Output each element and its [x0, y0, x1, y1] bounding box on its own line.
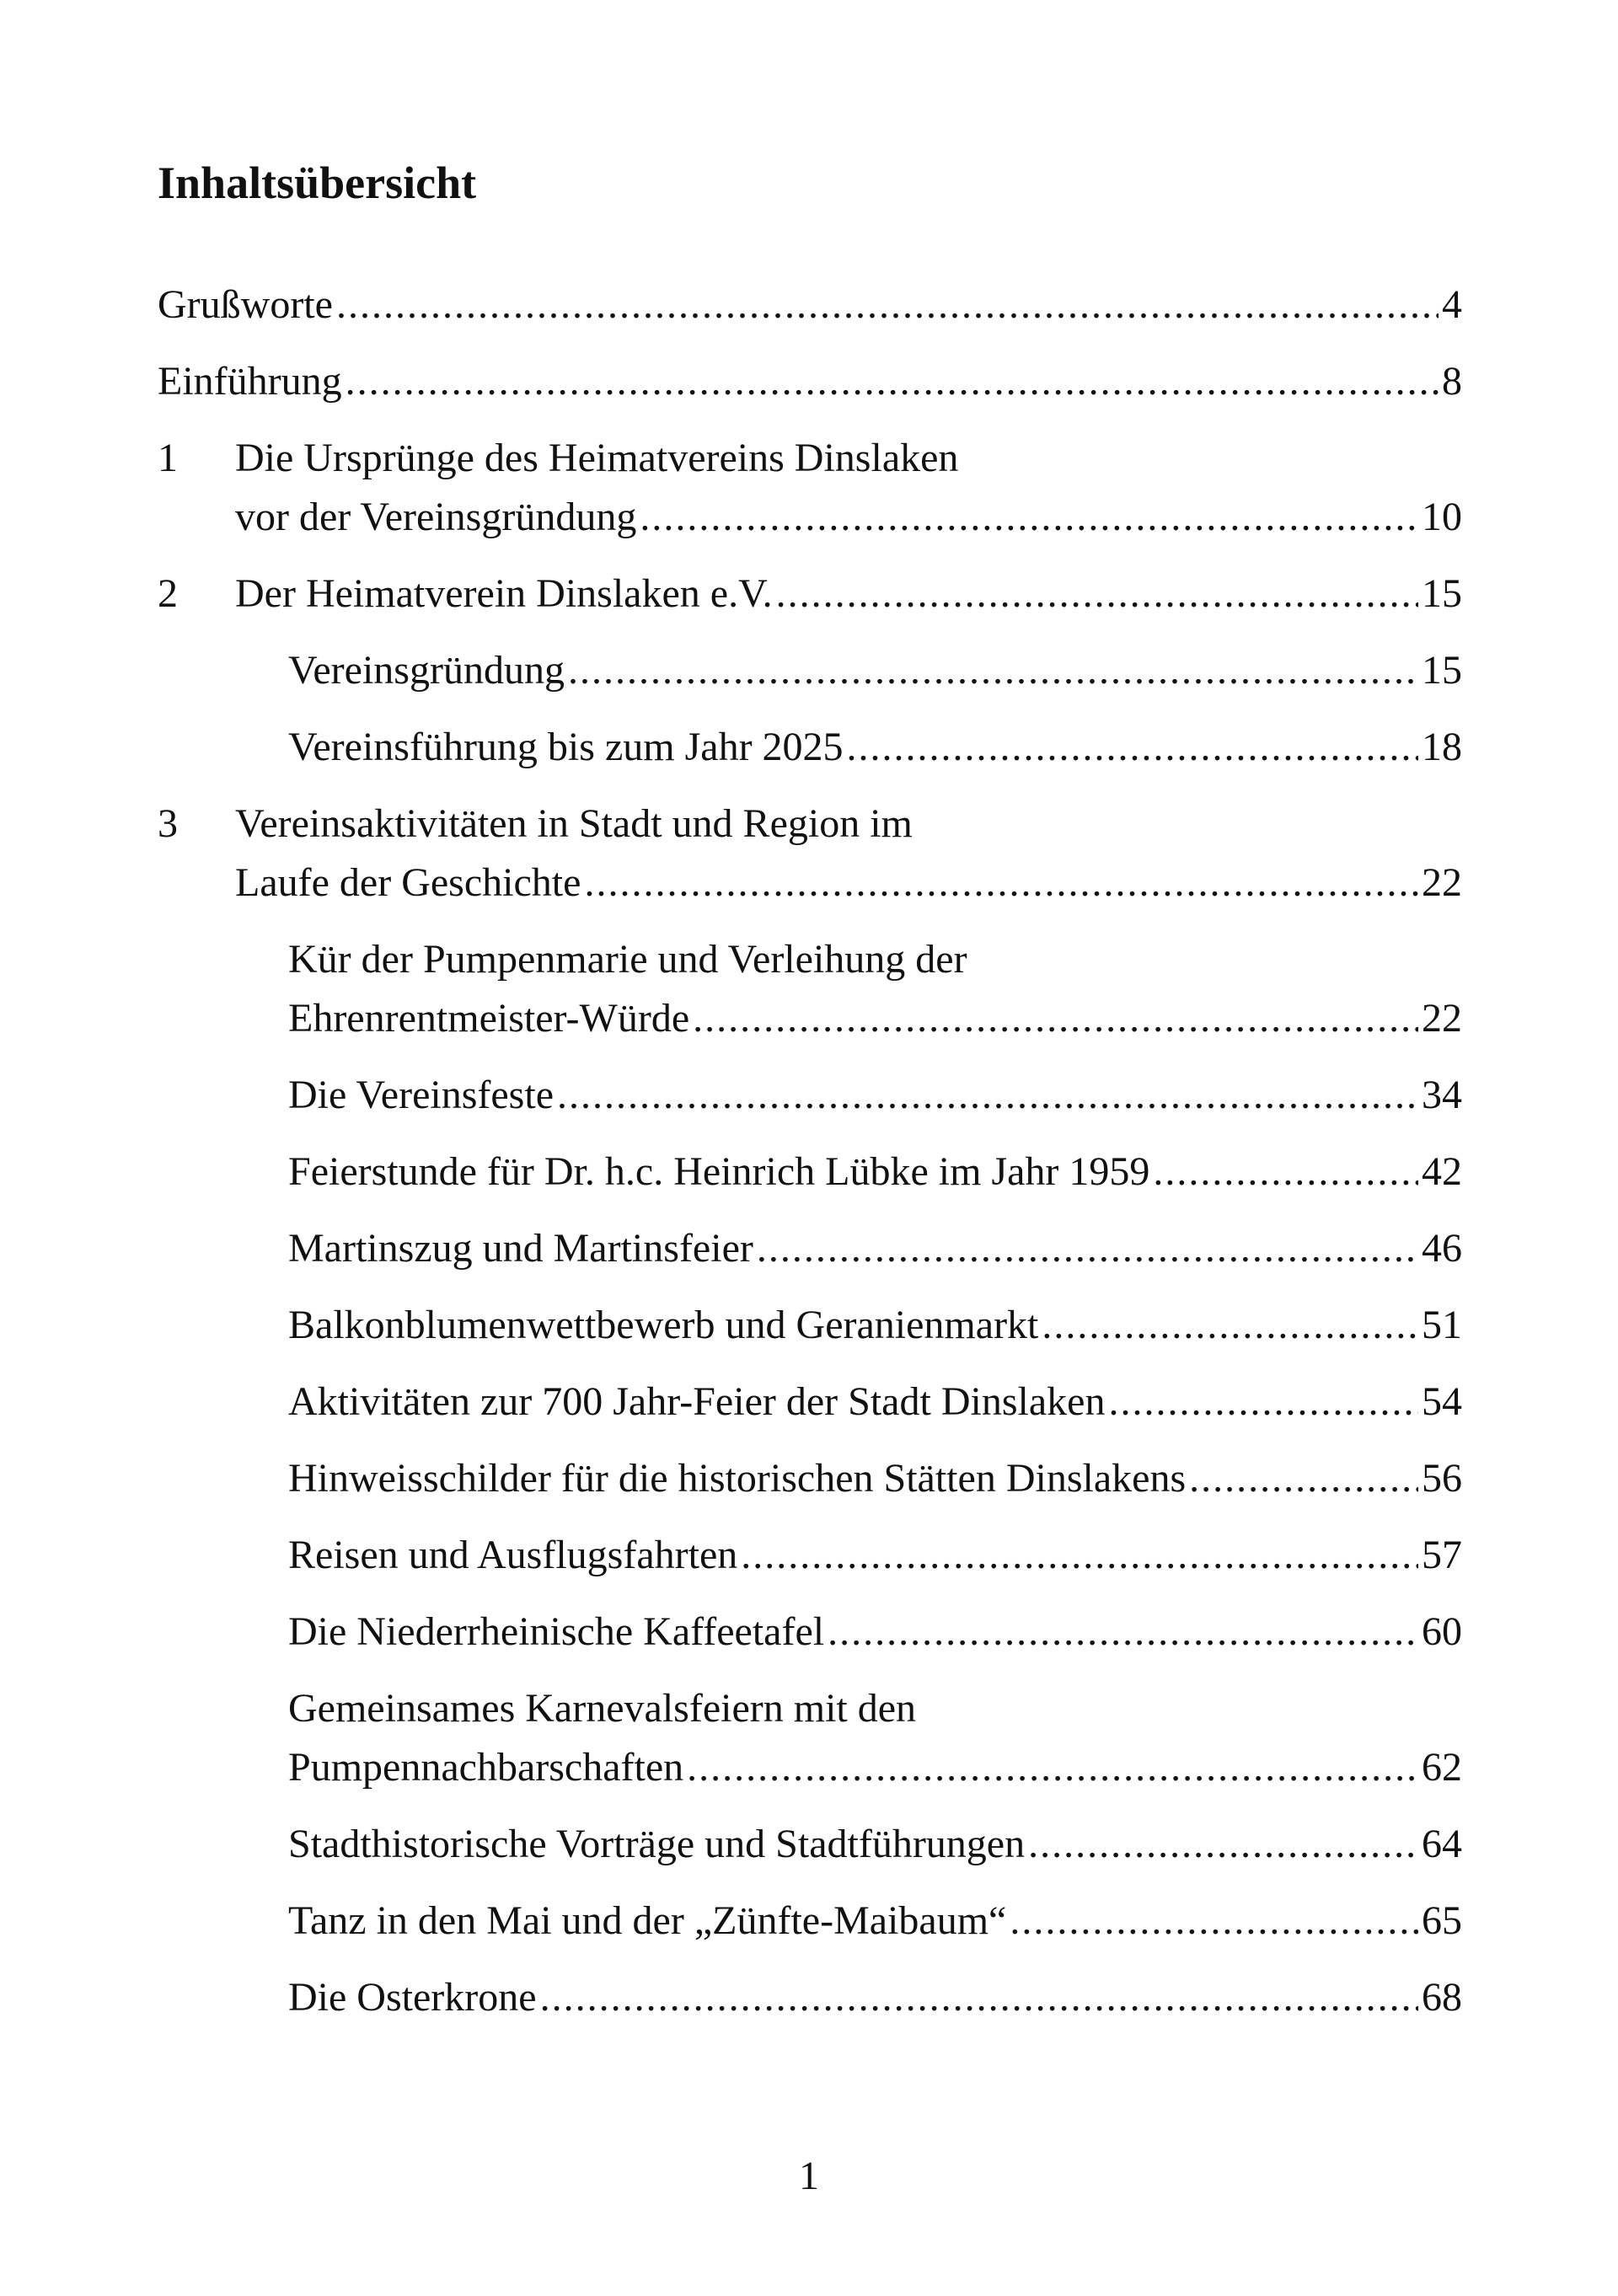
dot-leader: [776, 569, 1418, 619]
dot-leader: [847, 722, 1418, 773]
dot-leader: [584, 858, 1418, 908]
toc-page-number: 60: [1422, 1609, 1462, 1654]
toc-page-number: 15: [1422, 571, 1462, 616]
toc-entry-title: Stadthistorische Vorträge und Stadtführungen: [288, 1822, 1026, 1866]
toc-entry-vereinsfeste: [288, 1070, 1462, 1121]
toc-entry-title: Die Osterkrone: [288, 1975, 537, 2020]
toc-entry-vereinsgruendung: [288, 645, 1462, 696]
toc-entry-title: Kür der Pumpenmarie und Verleihung der: [288, 937, 967, 982]
toc-page-number: 18: [1422, 725, 1462, 769]
toc-entry-kap3-line2: [235, 858, 1462, 908]
dot-leader: [557, 1070, 1418, 1121]
toc-entry-title: Hinweisschilder für die historischen Stätten Dinslakens: [288, 1456, 1187, 1501]
toc-entry-title: Die Ursprünge des Heimatvereins Dinslaken: [235, 436, 959, 480]
toc-entry-osterkrone: [288, 1972, 1462, 2023]
toc-entry-balkonblumen: [288, 1300, 1462, 1351]
toc-entry-title: Pumpennachbarschaften: [288, 1745, 684, 1790]
toc-entry-title: Reisen und Ausflugsfahrten: [288, 1533, 738, 1577]
chapter-number: 1: [158, 436, 178, 480]
toc-entry-karneval-line2: [288, 1742, 1462, 1793]
toc-entry-kap3-line1: [235, 799, 913, 849]
toc-entry-aktivitaeten700: [288, 1377, 1462, 1427]
dot-leader: [1189, 1453, 1418, 1504]
toc-page-number: 4: [1442, 282, 1462, 327]
toc-page-number: 54: [1422, 1379, 1462, 1424]
dot-leader: [1042, 1300, 1418, 1351]
toc-entry-kuer-line2: [288, 993, 1462, 1044]
chapter-number: 2: [158, 571, 178, 616]
toc-entry-maibaum: [288, 1896, 1462, 1946]
toc-entry-title: Einführung: [158, 359, 342, 404]
toc-entry-reisen: [288, 1530, 1462, 1581]
toc-entry-kap1-line2: [235, 492, 1462, 543]
toc-entry-title: Aktivitäten zur 700 Jahr-Feier der Stadt Dinslaken: [288, 1379, 1106, 1424]
toc-page-number: 57: [1422, 1533, 1462, 1577]
page-number-footer: 1: [799, 2154, 819, 2198]
chapter-number: 3: [158, 801, 178, 846]
toc-entry-grussworte: [158, 280, 1462, 330]
toc-page-number: 15: [1422, 648, 1462, 693]
toc-entry-title: Laufe der Geschichte: [235, 860, 581, 905]
toc-entry-vereinsfuehrung: [288, 722, 1462, 773]
page-title: Inhaltsübersicht: [158, 158, 477, 208]
toc-page-number: 8: [1442, 359, 1462, 404]
toc-page-number: 22: [1422, 860, 1462, 905]
toc-entry-hinweisschilder: [288, 1453, 1462, 1504]
toc-entry-einfuehrung: [158, 356, 1462, 407]
toc-page-number: 34: [1422, 1073, 1462, 1117]
toc-page-number: 62: [1422, 1745, 1462, 1790]
dot-leader: [828, 1607, 1418, 1657]
toc-entry-kuer-line1: [288, 934, 967, 985]
toc-page-number: 46: [1422, 1226, 1462, 1271]
toc-entry-title: Feierstunde für Dr. h.c. Heinrich Lübke im Jahr 1959: [288, 1149, 1150, 1194]
dot-leader: [1153, 1147, 1418, 1197]
toc-entry-title: Balkonblumenwettbewerb und Geranienmarkt: [288, 1303, 1039, 1347]
toc-entry-kaffeetafel: [288, 1607, 1462, 1657]
toc-page-number: 10: [1422, 495, 1462, 539]
dot-leader: [1010, 1896, 1418, 1946]
toc-page-number: 68: [1422, 1975, 1462, 2020]
toc-entry-title: Die Niederrheinische Kaffeetafel: [288, 1609, 825, 1654]
toc-entry-title: Martinszug und Martinsfeier: [288, 1226, 753, 1271]
toc-entry-vortraege: [288, 1819, 1462, 1870]
dot-leader: [757, 1223, 1418, 1274]
toc-entry-martinszug: [288, 1223, 1462, 1274]
toc-page-number: 65: [1422, 1898, 1462, 1943]
dot-leader: [640, 492, 1418, 543]
toc-entry-karneval-line1: [288, 1683, 916, 1734]
dot-leader: [568, 645, 1418, 696]
toc-entry-title: Grußworte: [158, 282, 333, 327]
toc-entry-title: Die Vereinsfeste: [288, 1073, 554, 1117]
dot-leader: [540, 1972, 1418, 2023]
dot-leader: [741, 1530, 1418, 1581]
toc-entry-feierstunde: [288, 1147, 1462, 1197]
dot-leader: [687, 1742, 1418, 1793]
toc-page-number: 42: [1422, 1149, 1462, 1194]
toc-entry-kap2: [235, 569, 1462, 619]
dot-leader: [1108, 1377, 1418, 1427]
toc-entry-title: Vereinsaktivitäten in Stadt und Region im: [235, 801, 913, 846]
toc-entry-title: Vereinsgründung: [288, 648, 565, 693]
toc-entry-title: Ehrenrentmeister-Würde: [288, 996, 690, 1041]
toc-entry-title: vor der Vereinsgründung: [235, 495, 637, 539]
toc-entry-title: Tanz in den Mai und der „Zünfte-Maibaum“: [288, 1898, 1007, 1943]
toc-entry-title: Vereinsführung bis zum Jahr 2025: [288, 725, 844, 769]
toc-entry-title: Gemeinsames Karnevalsfeiern mit den: [288, 1686, 917, 1731]
dot-leader: [336, 280, 1439, 330]
toc-page-number: 64: [1422, 1822, 1462, 1866]
toc-page-number: 56: [1422, 1456, 1462, 1501]
toc-page-number: 22: [1422, 996, 1462, 1041]
dot-leader: [1028, 1819, 1418, 1870]
toc-entry-title: Der Heimatverein Dinslaken e.V.: [235, 571, 773, 616]
toc-entry-kap1-line1: [235, 433, 958, 484]
dot-leader: [346, 356, 1439, 407]
dot-leader: [693, 993, 1418, 1044]
toc-page-number: 51: [1422, 1303, 1462, 1347]
